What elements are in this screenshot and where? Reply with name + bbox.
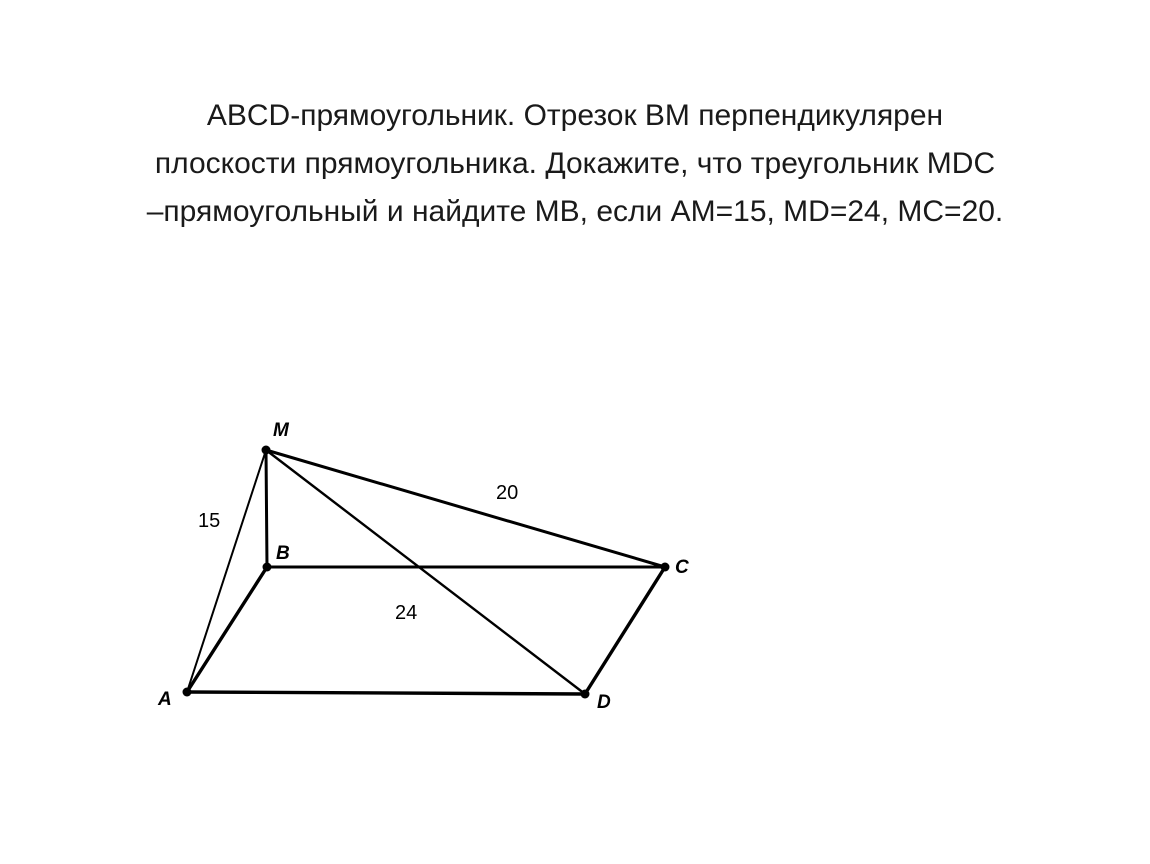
point-b — [263, 563, 272, 572]
point-a — [183, 688, 192, 697]
point-m — [262, 446, 271, 455]
vertex-label-b: B — [276, 543, 290, 564]
problem-line-2: плоскости прямоугольника. Докажите, что треугольник MDC — [154, 147, 996, 180]
length-label-mc: 20 — [496, 482, 519, 504]
segment-mc — [266, 450, 665, 567]
segment-ma — [187, 450, 266, 692]
vertex-label-d: D — [597, 692, 611, 713]
length-label-am: 15 — [198, 510, 221, 532]
segment-md — [266, 450, 585, 694]
problem-line-3: –прямоугольный и найдите MB, если AM=15, MD=24, MC=20. — [146, 195, 1004, 228]
length-label-md: 24 — [395, 602, 418, 624]
vertex-label-a: A — [158, 689, 172, 710]
segment-cd — [585, 567, 665, 694]
problem-line-1: ABCD-прямоугольник. Отрезок BM перпендикулярен — [206, 99, 944, 132]
point-d — [581, 690, 590, 699]
segment-ad — [187, 692, 585, 694]
segment-mb — [266, 450, 267, 567]
point-c — [661, 563, 670, 572]
vertex-label-c: C — [675, 557, 689, 578]
segment-ab — [187, 567, 267, 692]
vertex-label-m: M — [273, 420, 289, 441]
